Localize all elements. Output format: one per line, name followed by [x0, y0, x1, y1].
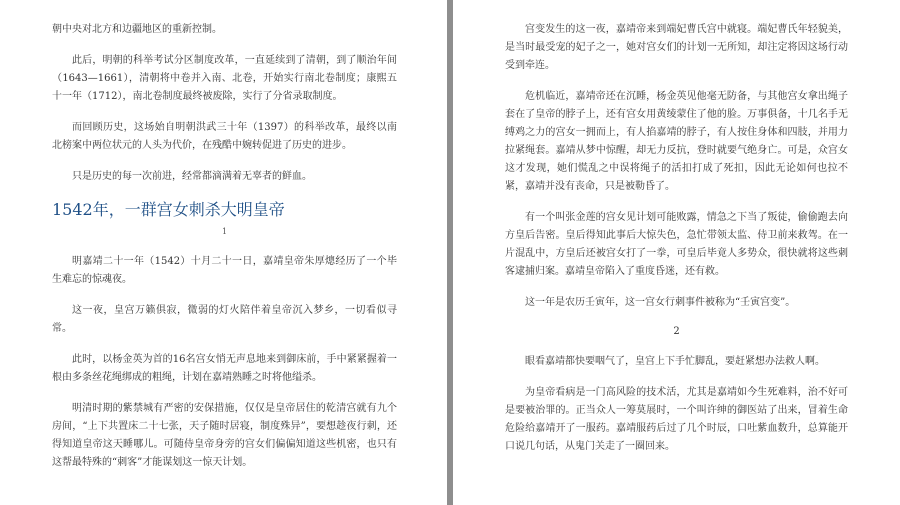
paragraph: 危机临近，嘉靖帝还在沉睡，杨金英见他毫无防备，与其他宫女拿出绳子套在了皇帝的脖子上，还有宫女用黄绫蒙住了他的脸。万事俱备，十几名手无缚鸡之力的宫女一拥而上，有人掐嘉靖的脖子，有人按住身体和四肢，并用力拉紧绳套。嘉靖从梦中惊醒，却无力反抗，登时就要气绝身亡。可是，众宫女这才发现，她们慌乱之中误将绳子的活扣打成了死扣，因此无论如何也拉不紧，嘉靖并没有丧命，只是被勒昏了。: [505, 91, 848, 192]
right-page-content: [505, 21, 848, 469]
paragraph: 朝中央对北方和边疆地区的重新控制。: [52, 24, 222, 35]
left-page-content: [52, 21, 397, 485]
paragraph: 眼看嘉靖都快要咽气了，皇宫上下手忙脚乱，要赶紧想办法救人啊。: [525, 356, 825, 367]
paragraph: 宫变发生的这一夜，嘉靖帝来到端妃曹氏宫中就寝。端妃曹氏年轻貌美，是当时最受宠的妃子之一，她对宫女们的计划一无所知，却注定将因这场行动受到牵连。: [505, 24, 848, 71]
paragraph: 有一个叫张金莲的宫女见计划可能败露，情急之下当了叛徒，偷偷跑去向方皇后告密。皇后得知此事后大惊失色，急忙带领太监、侍卫前来救驾。在一片混乱中，方皇后还被宫女打了一拳，可皇后毕竟人多势众，很快就将这些刺客逮捕归案。嘉靖皇帝陷入了重度昏迷，还有救。: [505, 212, 848, 277]
right-page: [453, 0, 900, 505]
chapter-number: 1: [221, 227, 228, 236]
paragraph: 此后，明朝的科举考试分区制度改革，一直延续到了清朝，到了顺治年间（1643—1661），清朝将中卷并入南、北卷，开始实行南北卷制度；康熙五十一年（1712），南北卷制度最终被废除，实行了分省录取制度。: [52, 55, 397, 102]
section-number: 2: [673, 326, 680, 337]
paragraph: 为皇帝看病是一门高风险的技术活，尤其是嘉靖如今生死难料，治不好可是要被治罪的。正当众人一筹莫展时，一个叫许绅的御医站了出来，冒着生命危险给嘉靖开了一服药。嘉靖服药后过了几个时辰，口吐紫血数升，总算能开口说几句话，从鬼门关走了一圈回来。: [505, 387, 848, 452]
paragraph: 而回顾历史，这场始自明朝洪武三十年（1397）的科举改革，最终以南北榜案中两位状元的人头为代价，在残酷中婉转促进了历史的进步。: [52, 122, 397, 151]
paragraph: 这一年是农历壬寅年，这一宫女行刺事件被称为“壬寅宫变”。: [525, 297, 796, 308]
paragraph: 明清时期的紫禁城有严密的安保措施，仅仅是皇帝居住的乾清宫就有九个房间，“上下共置床二十七张，天子随时居寝，制度殊异”，要想趁夜行刺，还得知道皇帝这天睡哪儿。可随侍皇帝身旁的宫女们偏偏知道这些机密，也只有这帮最特殊的“刺客”才能谋划这一惊天计划。: [52, 403, 397, 468]
left-page: [0, 0, 447, 505]
paragraph: 此时，以杨金英为首的16名宫女悄无声息地来到御床前，手中紧紧握着一根由多条丝花绳绑成的粗绳，计划在嘉靖熟睡之时将他缢杀。: [52, 354, 397, 383]
paragraph: 这一夜，皇宫万籁俱寂，微弱的灯火陪伴着皇帝沉入梦乡，一切看似寻常。: [52, 305, 397, 334]
paragraph: 只是历史的每一次前进，经常都滴满着无辜者的鲜血。: [72, 171, 312, 182]
paragraph: 明嘉靖二十一年（1542）十月二十一日，嘉靖皇帝朱厚熜经历了一个毕生难忘的惊魂夜。: [52, 256, 397, 285]
chapter-title: 1542年，一群宫女刺杀大明皇帝: [52, 200, 285, 219]
